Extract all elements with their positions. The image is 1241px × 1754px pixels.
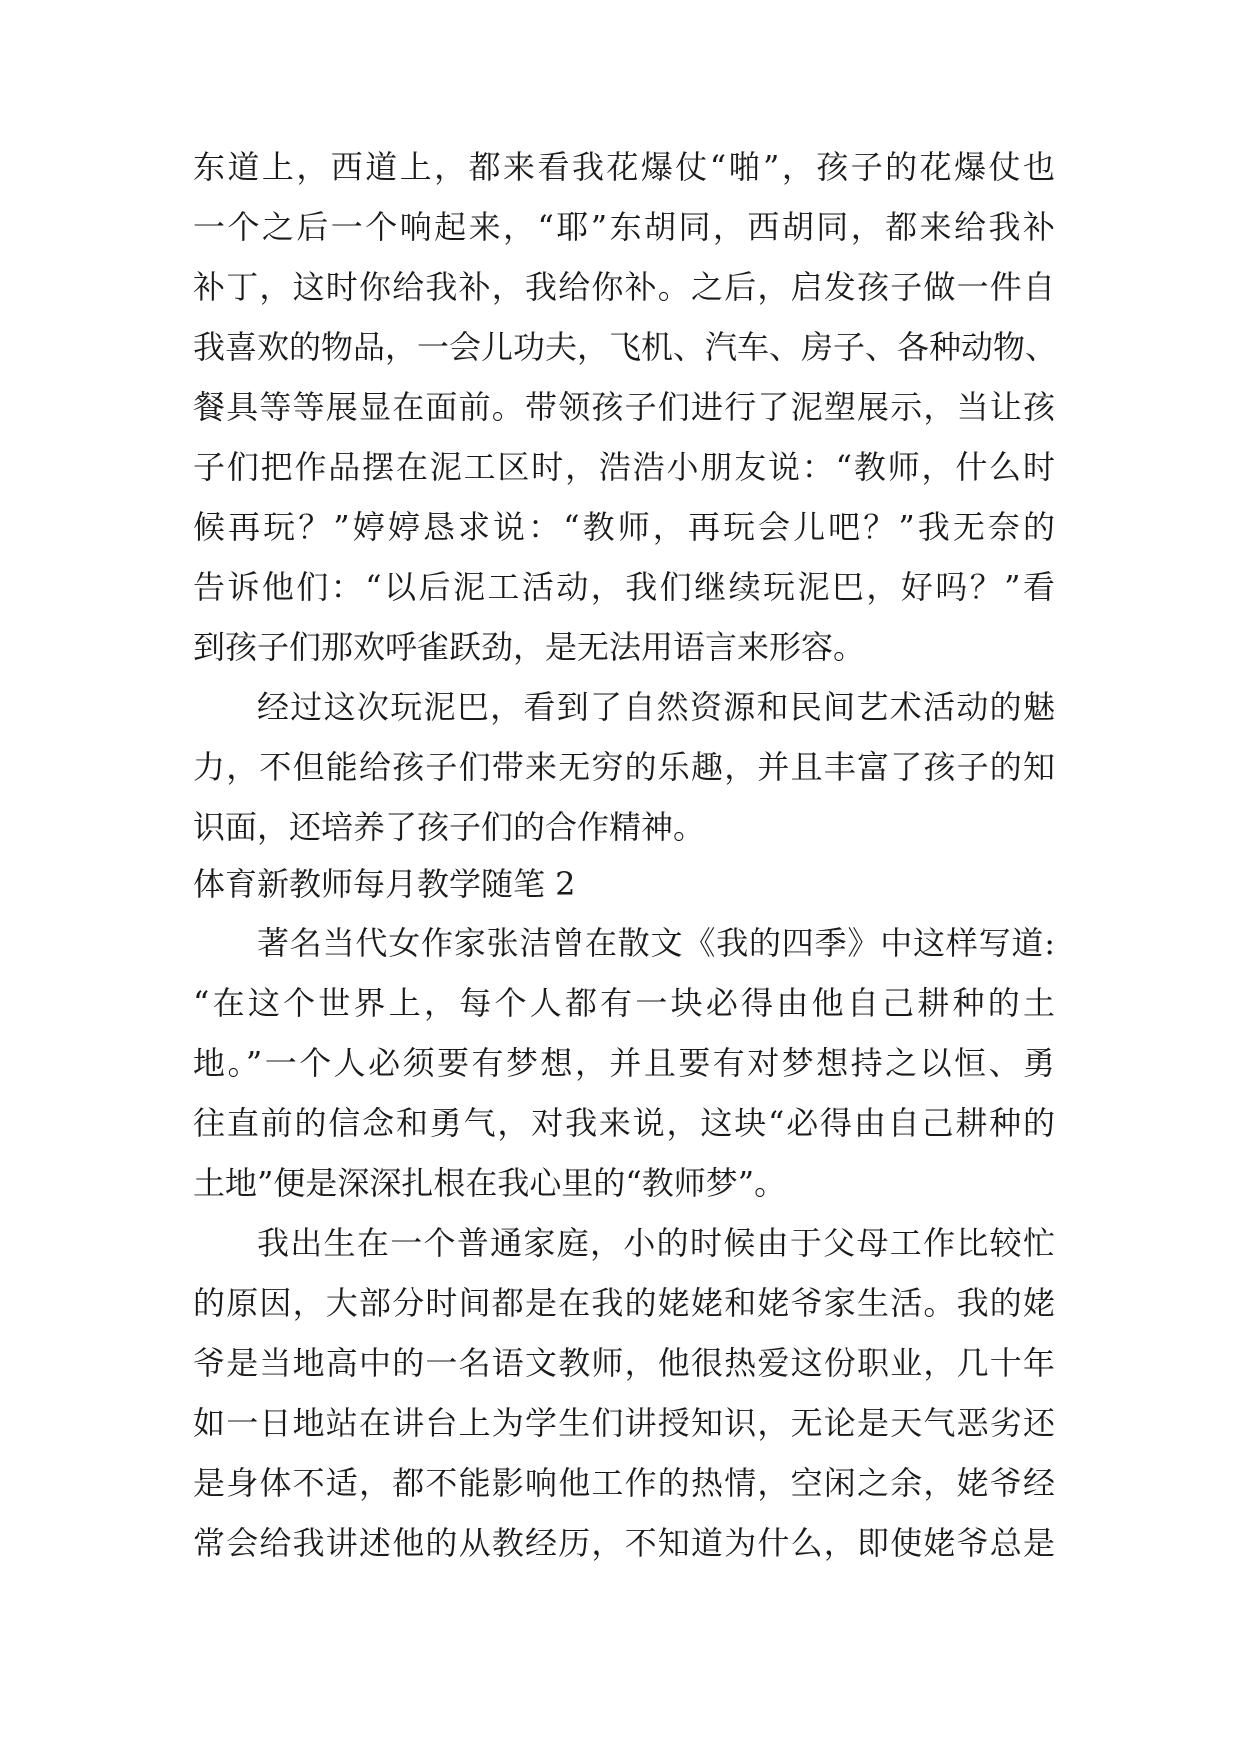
paragraph-line: 补丁，这时你给我补，我给你补。之后，启发孩子做一件自 [193,268,1055,306]
paragraph-line: 子们把作品摆在泥工区时，浩浩小朋友说：“教师，什么时 [193,448,1055,486]
paragraph-line: 著名当代女作家张洁曾在散文《我的四季》中这样写道: [257,924,1055,962]
paragraph-line: 往直前的信念和勇气，对我来说，这块“必得由自己耕种的 [193,1104,1055,1142]
paragraph-line: 爷是当地高中的一名语文教师，他很热爱这份职业，几十年 [193,1344,1055,1382]
paragraph-line: 候再玩？”婷婷恳求说：“教师，再玩会儿吧？”我无奈的 [193,508,1055,546]
paragraph-2 [193,677,1055,857]
paragraph-line: 一个之后一个响起来，“耶”东胡同，西胡同，都来给我补 [193,208,1055,246]
paragraph-line: 土地”便是深深扎根在我心里的“教师梦”。 [193,1164,787,1202]
paragraph-line: 常会给我讲述他的从教经历，不知道为什么，即使姥爷总是 [193,1524,1055,1562]
paragraph-line: 如一日地站在讲台上为学生们讲授知识，无论是天气恶劣还 [193,1404,1055,1442]
paragraph-line: 地。”一个人必须要有梦想，并且要有对梦想持之以恒、勇 [193,1044,1055,1082]
paragraph-1 [193,137,1058,677]
paragraph-line: 是身体不适，都不能影响他工作的热情，空闲之余，姥爷经 [193,1464,1055,1502]
paragraph-line: 餐具等等展显在面前。带领孩子们进行了泥塑展示，当让孩 [193,388,1055,426]
paragraph-line: 东道上，西道上，都来看我花爆仗“啪”，孩子的花爆仗也 [193,148,1055,186]
paragraph-line: 告诉他们：“以后泥工活动，我们继续玩泥巴，好吗？”看 [193,568,1055,606]
paragraph-line: “在这个世界上，每个人都有一块必得由他自己耕种的土 [193,984,1055,1022]
paragraph-line: 识面，还培养了孩子们的合作精神。 [193,808,706,846]
section-heading-text: 体育新教师每月教学随笔 2 [193,865,576,903]
paragraph-line: 我喜欢的物品，一会儿功夫，飞机、汽车、房子、各种动物、 [193,328,1058,366]
paragraph-line: 的原因，大部分时间都是在我的姥姥和姥爷家生活。我的姥 [193,1284,1055,1322]
paragraph-3 [193,913,1055,1213]
section-heading [193,854,1055,914]
paragraph-4 [193,1213,1055,1573]
paragraph-line: 力，不但能给孩子们带来无穷的乐趣，并且丰富了孩子的知 [193,748,1055,786]
paragraph-line: 我出生在一个普通家庭，小的时候由于父母工作比较忙 [257,1224,1055,1262]
paragraph-line: 经过这次玩泥巴，看到了自然资源和民间艺术活动的魅 [257,688,1055,726]
paragraph-line: 到孩子们那欢呼雀跃劲，是无法用语言来形容。 [193,628,866,666]
